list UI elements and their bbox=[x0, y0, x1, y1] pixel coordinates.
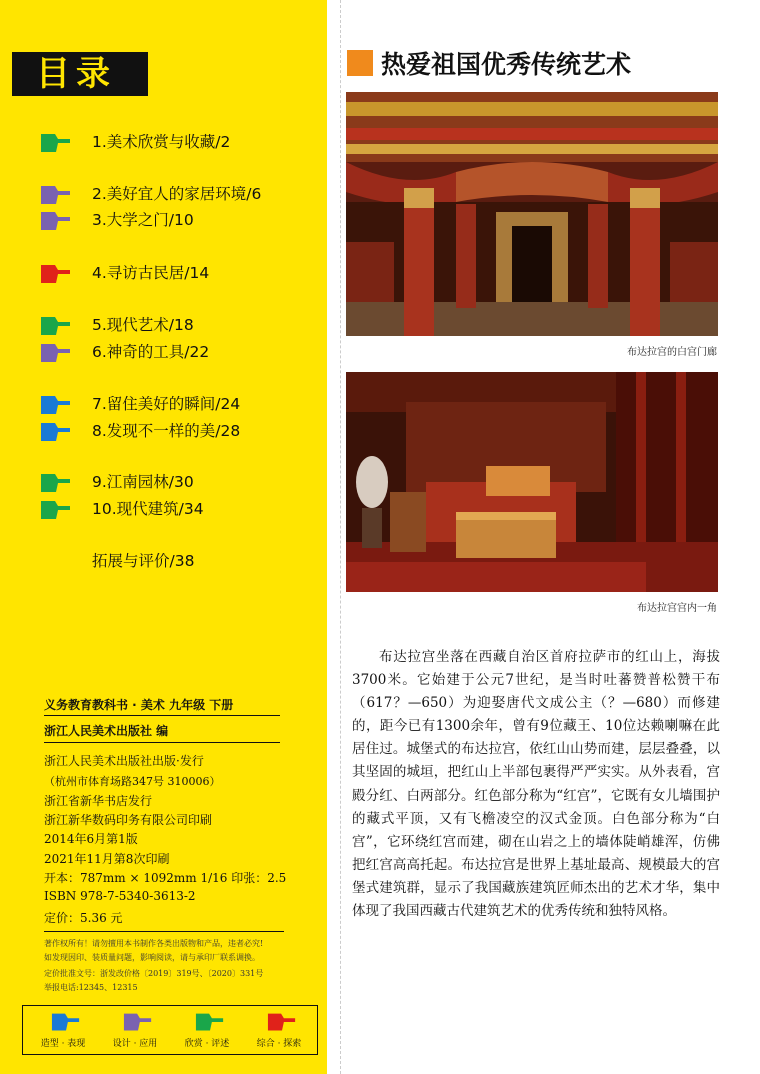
category-legend bbox=[22, 1005, 318, 1055]
notice-line: 举报电话:12345、12315 bbox=[44, 983, 138, 992]
legend-item bbox=[243, 1006, 315, 1054]
hand-pointer-icon bbox=[123, 1012, 153, 1032]
publish-line: 浙江人民美术出版社出版·发行 bbox=[44, 754, 204, 768]
hand-pointer-icon bbox=[40, 185, 72, 205]
photo-palace-interior bbox=[346, 372, 718, 592]
hand-pointer-icon bbox=[40, 316, 72, 336]
sidebar bbox=[0, 0, 327, 1074]
hand-pointer-icon bbox=[51, 1012, 81, 1032]
hand-pointer-icon bbox=[40, 500, 72, 520]
notice-line: 定价批准文号：浙发改价格〔2019〕319号、〔2020〕331号 bbox=[44, 969, 264, 978]
legend-label: 欣赏 · 评述 bbox=[184, 1039, 230, 1049]
divider-line bbox=[44, 715, 280, 716]
hand-pointer-icon bbox=[40, 264, 72, 284]
toc-item-label: 8.发现不一样的美/28 bbox=[92, 422, 241, 440]
publish-line: 定价：5.36 元 bbox=[44, 911, 123, 925]
toc-item-label: 1.美术欣赏与收藏/2 bbox=[92, 133, 231, 151]
hand-pointer-icon bbox=[40, 343, 72, 363]
legend-item bbox=[99, 1006, 171, 1054]
toc-item-label: 9.江南园林/30 bbox=[92, 473, 194, 491]
toc-item-label: 2.美好宜人的家居环境/6 bbox=[92, 185, 262, 203]
toc-item-label: 10.现代建筑/34 bbox=[92, 500, 204, 518]
publish-line: ISBN 978-7-5340-3613-2 bbox=[44, 889, 196, 903]
legend-item bbox=[27, 1006, 99, 1054]
hand-pointer-icon bbox=[40, 422, 72, 442]
notice-line: 如发现因印、装质量问题，影响阅读，请与承印厂联系调换。 bbox=[44, 953, 260, 962]
legend-label: 设计 · 应用 bbox=[112, 1039, 158, 1049]
hand-pointer-icon bbox=[267, 1012, 297, 1032]
hand-pointer-icon bbox=[195, 1012, 225, 1032]
divider-line bbox=[44, 931, 284, 932]
publish-line: 浙江省新华书店发行 bbox=[44, 794, 153, 808]
heading-marker bbox=[347, 50, 373, 76]
editor: 浙江人民美术出版社 编 bbox=[44, 724, 169, 738]
page-heading: 热爱祖国优秀传统艺术 bbox=[381, 50, 632, 79]
publish-line: 2014年6月第1版 bbox=[44, 832, 138, 846]
legend-item bbox=[171, 1006, 243, 1054]
book-title: 义务教育教科书 · 美术 九年级 下册 bbox=[44, 698, 234, 712]
hand-pointer-icon bbox=[40, 473, 72, 493]
publish-line: 浙江新华数码印务有限公司印刷 bbox=[44, 813, 213, 827]
body-paragraph: 布达拉宫坐落在西藏自治区首府拉萨市的红山上，海拔3700米。它始建于公元7世纪，是当时吐蕃赞普松赞干布（617？—650）为迎娶唐代文成公主（？—680）而修建的，距今已有1300余年，曾有9位藏王、10位达赖喇嘛在此居住过。城堡式的布达拉宫，依红山山势而建，层层叠叠，以其坚固的城垣，把红山上半部包裹得严严实实。从外表看，宫殿分红、白两部分。红色部分称为“红宫”，它既有女儿墙围护的藏式平顶，又有飞檐凌空的汉式金顶。白色部分称为“白宫”，它环绕红宫而建，砌在山岩之上的墙体陡峭雄浑，仿佛把红宫高高托起。布达拉宫是世界上基址最高、规模最大的宫堡式建筑群，显示了我国藏族建筑匠师杰出的艺术才华，集中体现了我国西藏古代建筑艺术的优秀传统和独特风格。 bbox=[352, 649, 720, 920]
photo-white-palace-portico bbox=[346, 92, 718, 336]
hand-pointer-icon bbox=[40, 211, 72, 231]
publish-line: 开本：787mm × 1092mm 1/16 印张：2.5 bbox=[44, 871, 287, 885]
photo-caption: 布达拉宫宫内一角 bbox=[637, 603, 717, 614]
toc-item-label: 7.留住美好的瞬间/24 bbox=[92, 395, 241, 413]
hand-pointer-icon bbox=[40, 133, 72, 153]
toc-title: 目录 bbox=[36, 54, 116, 94]
toc-item-label: 4.寻访古民居/14 bbox=[92, 264, 210, 282]
hand-pointer-icon bbox=[40, 395, 72, 415]
toc-item-label: 6.神奇的工具/22 bbox=[92, 343, 210, 361]
divider-line bbox=[44, 742, 280, 743]
publish-line: （杭州市体育场路347号 310006） bbox=[44, 775, 221, 788]
notice-line: 著作权所有！请勿擅用本书制作各类出版物和产品，违者必究! bbox=[44, 939, 264, 948]
page-divider bbox=[340, 0, 341, 1074]
legend-label: 综合 · 探索 bbox=[256, 1039, 302, 1049]
toc-item-label: 3.大学之门/10 bbox=[92, 211, 194, 229]
toc-item-label: 拓展与评价/38 bbox=[92, 552, 195, 570]
legend-label: 造型 · 表现 bbox=[40, 1039, 86, 1049]
photo-caption: 布达拉宫的白宫门廊 bbox=[627, 347, 717, 358]
toc-item-label: 5.现代艺术/18 bbox=[92, 316, 194, 334]
publish-line: 2021年11月第8次印刷 bbox=[44, 852, 170, 866]
